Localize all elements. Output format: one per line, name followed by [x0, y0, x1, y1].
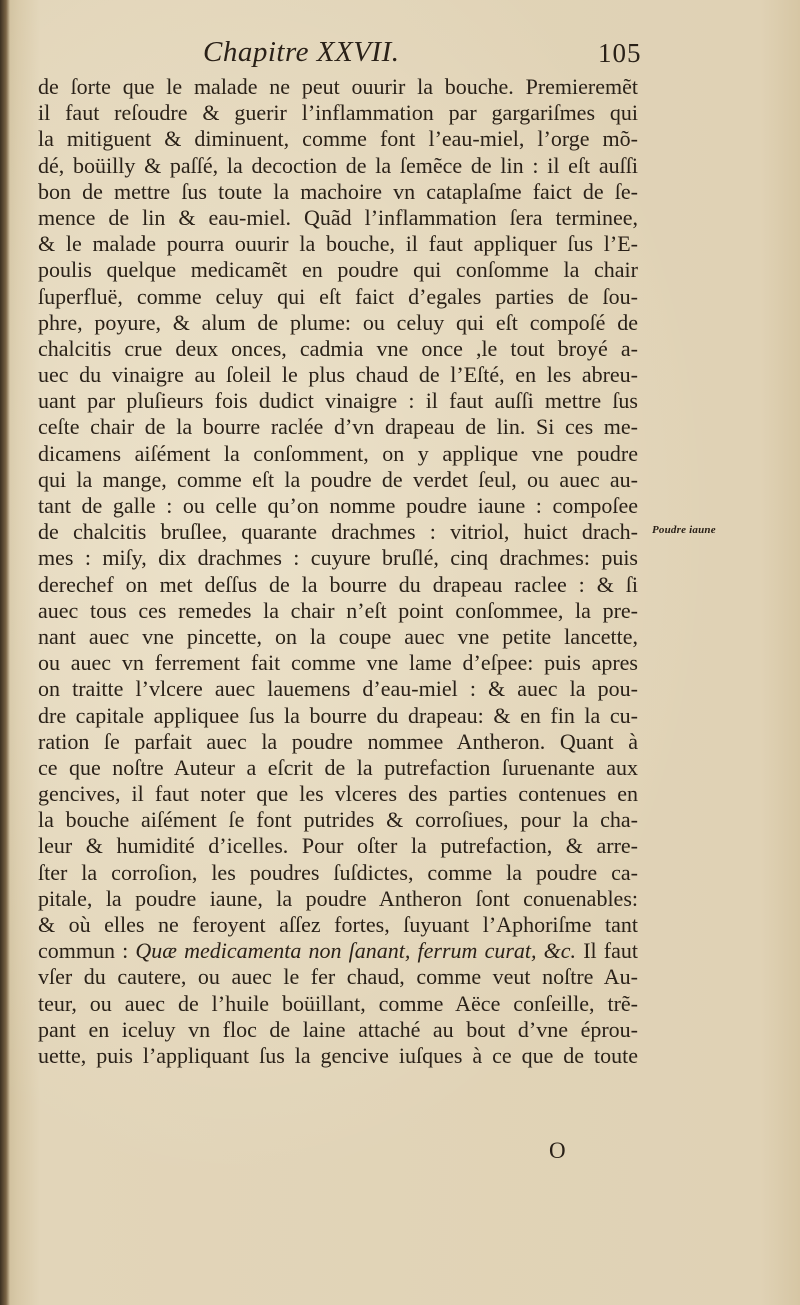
text-line: de ſorte que le malade ne peut ouurir la bouche. Premieremẽt [38, 74, 638, 99]
body-text [38, 74, 638, 1069]
text-line: pant en iceluy vn floc de laine attaché au bout d’vne éprou- [38, 1016, 638, 1042]
text-line: ou auec vn ferrement fait comme vne lame d’eſpee: puis apres [38, 650, 638, 676]
text-line: & le malade pourra ouurir la bouche, il faut appliquer ſus l’E- [38, 231, 638, 257]
running-header [0, 36, 800, 76]
text-line: nant auec vne pincette, on la coupe auec vne petite lancette, [38, 623, 638, 649]
text-line: ration ſe parfait auec la poudre nommee Antheron. Quant à [38, 728, 638, 754]
text-line: uant par pluſieurs fois dudict vinaigre : il faut auſſi mettre ſus [38, 388, 638, 414]
text-line: chalcitis crue deux onces, cadmia vne once ,le tout broyé a- [38, 335, 638, 361]
text-line: de chalcitis bruſlee, quarante drachmes : vitriol, huict drach- [38, 519, 638, 545]
text-line: gencives, il faut noter que les vlceres des parties contenues en [38, 781, 638, 807]
text-line: la mitiguent & diminuent, comme font l’eau-miel, l’orge mõ- [38, 126, 638, 152]
text-line: on traitte l’vlcere auec lauemens d’eau-miel : & auec la pou- [38, 676, 638, 702]
text-line: mes : miſy, dix drachmes : cuyure bruſlé, cinq drachmes: puis [38, 545, 638, 571]
text-line: qui la mange, comme eſt la poudre de verdet ſeul, ou auec au- [38, 466, 638, 492]
text-line: phre, poyure, & alum de plume: ou celuy qui eſt compoſé de [38, 309, 638, 335]
text-line: pitale, la poudre iaune, la poudre Antheron ſont conuenables: [38, 885, 638, 911]
text-line: & où elles ne feroyent aſſez fortes, ſuyuant l’Aphoriſme tant [38, 912, 638, 937]
line-prefix: commun : [38, 938, 136, 964]
text-line: ceſte chair de la bourre raclée d’vn drapeau de lin. Si ces me- [38, 414, 638, 440]
text-line: il faut reſoudre & guerir l’inflammation par gargariſmes qui [38, 100, 638, 126]
text-line: dre capitale appliquee ſus la bourre du drapeau: & en fin la cu- [38, 702, 638, 728]
signature-mark: O [549, 1138, 566, 1163]
text-line-with-latin-quote [38, 938, 638, 964]
text-line: uec du vinaigre au ſoleil le plus chaud de l’Eſté, en les abreu- [38, 362, 638, 388]
text-line: ſter la corroſion, les poudres ſuſdictes, comme la poudre ca- [38, 859, 638, 885]
text-line: tant de galle : ou celle qu’on nomme poudre iaune : compoſee [38, 493, 638, 518]
text-line: dé, boüilly & paſſé, la decoction de la ſemẽce de lin : il eſt auſſi [38, 152, 638, 178]
text-line: mence de lin & eau-miel. Quãd l’inflammation ſera terminee, [38, 204, 638, 230]
text-line: teur, ou auec de l’huile boüillant, comme Aëce conſeille, trẽ- [38, 990, 638, 1016]
text-line: leur & humidité d’icelles. Pour oſter la putrefaction, & arre- [38, 833, 638, 859]
text-line: poulis quelque medicamẽt en poudre qui conſomme la chair [38, 257, 638, 283]
text-line: la bouche aiſément ſe font putrides & corroſiues, pour la cha- [38, 807, 638, 833]
text-line: ſuperfluë, comme celuy qui eſt faict d’egales parties de ſou- [38, 283, 638, 309]
text-line: ce que noſtre Auteur a eſcrit de la putrefaction ſuruenante aux [38, 754, 638, 780]
margin-note: Poudre iaune [652, 524, 716, 536]
latin-aphorism: Quæ medicamenta non ſanant, ferrum curat, &c. [135, 938, 577, 964]
line-suffix: Il faut [576, 938, 638, 964]
text-line: uette, puis l’appliquant ſus la gencive iuſques à ce que de toute [38, 1042, 638, 1068]
text-line: auec tous ces remedes la chair n’eſt point conſommee, la pre- [38, 597, 638, 623]
text-line: dicamens aiſément la conſomment, on y applique vne poudre [38, 440, 638, 466]
text-line: derechef on met deſſus de la bourre du drapeau raclee : & ſi [38, 571, 638, 597]
text-line: bon de mettre ſus toute la machoire vn cataplaſme faict de ſe- [38, 178, 638, 204]
book-spine-shadow [0, 0, 10, 1305]
text-line: vſer du cautere, ou auec le fer chaud, comme veut noſtre Au- [38, 964, 638, 990]
chapter-title: Chapitre XXVII. [203, 36, 400, 68]
page-number: 105 [598, 38, 642, 68]
